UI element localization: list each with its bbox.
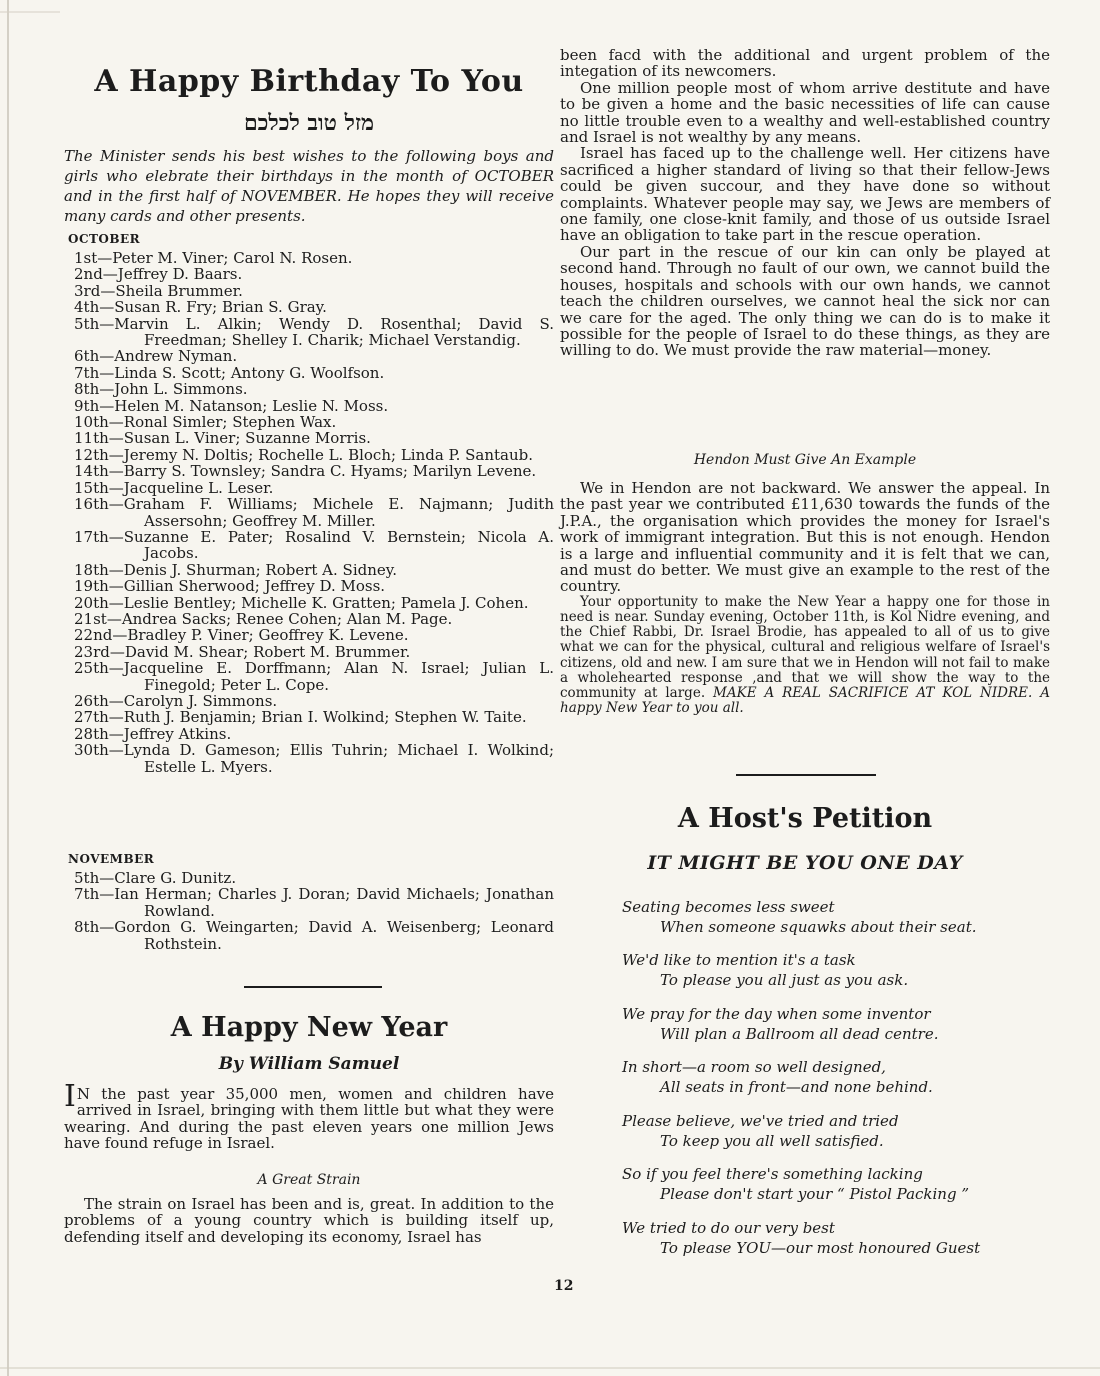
subhead-hendon: Hendon Must Give An Example xyxy=(693,452,917,468)
birthday-entry: 27th—Ruth J. Benjamin; Brian I. Wolkind; Stephen W. Taite. xyxy=(74,708,527,727)
new-year-byline: By William Samuel xyxy=(218,1054,400,1074)
october-heading: OCTOBER xyxy=(68,232,141,246)
poem-line: Will plan a Ballroom all dead centre. xyxy=(660,1025,939,1043)
poem-line: To please YOU—our most honoured Guest xyxy=(660,1239,981,1257)
article-continued xyxy=(560,47,1050,359)
birthday-entry: 7th—Linda S. Scott; Antony G. Woolfson. xyxy=(74,363,385,382)
birthday-entry: 19th—Gillian Sherwood; Jeffrey D. Moss. xyxy=(74,577,386,596)
poem-line: We pray for the day when some inventor xyxy=(622,1005,931,1023)
new-year-paragraph-1-text: N the past year 35,000 men, women and children have arrived in Israel, bringing with them little but what they were wearing. And during the past eleven years one million Jews have found refuge in Israel. xyxy=(64,1085,554,1153)
birthday-entry: 9th—Helen M. Natanson; Leslie N. Moss. xyxy=(74,396,389,415)
new-year-paragraph-3: been facd with the additional and urgent problem of the integation of its newcomers. xyxy=(560,46,1050,81)
birthday-entry: 4th—Susan R. Fry; Brian S. Gray. xyxy=(74,298,327,317)
hebrew-greeting: מזל טוב לכלכם xyxy=(243,110,375,136)
new-year-paragraph-7: We in Hendon are not backward. We answer the appeal. In the past year we contributed £11,630 towards the funds of the J.P.A., the organisation which provides the money for Israel's work of immigrant integration. But this is not enough. Hendon is a large and influential community and it is felt that we can, and must do better. We must give an example to the rest of the country. xyxy=(560,479,1050,596)
birthday-entry: 20th—Leslie Bentley; Michelle K. Gratten; Pamela J. Cohen. xyxy=(74,593,529,612)
poem-stanza xyxy=(622,1164,1042,1204)
left-column xyxy=(64,0,554,1376)
birthday-entry: 8th—John L. Simmons. xyxy=(74,380,248,399)
birthday-entry: 28th—Jeffrey Atkins. xyxy=(74,724,232,743)
birthday-entry: 21st—Andrea Sacks; Renee Cohen; Alan M. Page. xyxy=(74,609,453,628)
new-year-paragraph-4: One million people most of whom arrive destitute and have to be given a home and the basic necessities of life can cause no little trouble even to a wealthy and well-established country and Israel is not wealthy by any means. xyxy=(560,78,1050,147)
poem-line: To keep you all well satisfied. xyxy=(660,1132,884,1150)
new-year-paragraph-2: The strain on Israel has been and is, great. In addition to the problems of a young country which is building itself up, defending itself and developing its economy, Israel has xyxy=(64,1195,554,1246)
november-heading: NOVEMBER xyxy=(68,852,155,866)
petition-subtitle: IT MIGHT BE YOU ONE DAY xyxy=(647,852,963,874)
poem-stanza xyxy=(622,1111,1042,1151)
birthday-entry: 2nd—Jeffrey D. Baars. xyxy=(74,265,243,284)
subhead-great-strain: A Great Strain xyxy=(257,1172,361,1188)
birthday-intro: The Minister sends his best wishes to the following boys and girls who elebrate their birthdays in the month of OCTOBER and in the first half of NOVEMBER. He hopes they will receive many cards and other presents. xyxy=(64,147,554,225)
poem-line: Please believe, we've tried and tried xyxy=(622,1112,899,1130)
birthday-entry: 14th—Barry S. Townsley; Sandra C. Hyams; Marilyn Levene. xyxy=(74,462,537,481)
poem-stanza xyxy=(622,1218,1042,1258)
birthday-entry: 6th—Andrew Nyman. xyxy=(74,347,238,366)
poem-line: So if you feel there's something lacking xyxy=(622,1165,923,1183)
new-year-paragraph-8 xyxy=(560,595,1050,717)
birthday-entry: 5th—Marvin L. Alkin; Wendy D. Rosenthal; David S. Freedman; Shelley I. Charik; Michael Verstandig. xyxy=(74,314,554,350)
birthday-entry: 25th—Jacqueline E. Dorffmann; Alan N. Israel; Julian L. Finegold; Peter L. Cope. xyxy=(74,659,554,694)
poem-line: We'd like to mention it's a task xyxy=(622,951,856,969)
birthday-entry: 22nd—Bradley P. Viner; Geoffrey K. Levene. xyxy=(74,626,409,645)
poem-stanza xyxy=(622,897,1042,937)
birthday-entry: 26th—Carolyn J. Simmons. xyxy=(74,691,278,710)
birthday-entry: 18th—Denis J. Shurman; Robert A. Sidney. xyxy=(74,560,398,579)
poem-line: In short—a room so well designed, xyxy=(622,1058,886,1076)
poem-stanza xyxy=(622,950,1042,990)
new-year-paragraph-1 xyxy=(64,1079,554,1153)
birthday-entry: 17th—Suzanne E. Pater; Rosalind V. Bernstein; Nicola A. Jacobs. xyxy=(74,527,554,563)
poem-line: When someone squawks about their seat. xyxy=(660,918,977,936)
right-column xyxy=(560,0,1050,1376)
section-divider xyxy=(244,986,382,988)
new-year-paragraph-6: Our part in the rescue of our kin can only be played at second hand. Through no fault of our own, we cannot build the houses, hospitals and schools with our own hands, we cannot teach the children ourselves, we cannot heal the sick nor can we care for the aged. The only thing we can do is to make it possible for the people of Israel to do these things, as they are willing to do. We must provide the raw material—money. xyxy=(560,242,1050,360)
birthday-entry: 8th—Gordon G. Weingarten; David A. Weisenberg; Leonard Rothstein. xyxy=(74,918,554,953)
birthday-entry: 5th—Clare G. Dunitz. xyxy=(74,869,237,887)
drop-cap: I xyxy=(64,1079,76,1114)
poem-line: Please don't start your “ Pistol Packing ” xyxy=(660,1185,970,1203)
new-year-paragraph-5: Israel has faced up to the challenge well. Her citizens have sacrificed a higher standard of living so that their fellow-Jews could be given succour, and they have done so without complaints. Whatever people may say, we Jews are members of one family, one close-knit family, and those of us outside Israel have an obligation to take part in the rescue operation. xyxy=(560,144,1050,245)
section-divider-right xyxy=(736,774,876,776)
birthday-entry: 15th—Jacqueline L. Leser. xyxy=(74,478,274,497)
petition-title: A Host's Petition xyxy=(677,803,933,834)
birthday-entry: 10th—Ronal Simler; Stephen Wax. xyxy=(74,413,337,432)
poem-line: All seats in front—and none behind. xyxy=(660,1078,933,1096)
poem-stanza xyxy=(622,1057,1042,1097)
article-closing xyxy=(560,480,1050,716)
birthday-entry: 16th—Graham F. Williams; Michele E. Najmann; Judith Assersohn; Geoffrey M. Miller. xyxy=(74,495,554,530)
new-year-closing-appeal: MAKE A REAL SACRIFICE AT KOL NIDRE. A happy New Year to you all. xyxy=(560,685,1050,717)
new-year-paragraph-8-text: Your opportunity to make the New Year a happy one for those in need is near. Sunday evening, October 11th, is Kol Nidre evening, and the Chief Rabbi, Dr. Israel Brodie, has appealed to all of us to give what we can for the physical, cultural and religious welfare of Israel's citizens, old and new. I am sure that we in Hendon will not fail to make a wholehearted response ,and that we will show the way to the community at large. xyxy=(560,593,1050,702)
poem-line: To please you all just as you ask. xyxy=(660,971,909,989)
november-birthday-list xyxy=(74,870,554,952)
poem-stanza xyxy=(622,1004,1042,1044)
new-year-title: A Happy New Year xyxy=(170,1012,448,1043)
birthday-title: A Happy Birthday To You xyxy=(94,64,524,99)
birthday-entry: 30th—Lynda D. Gameson; Ellis Tuhrin; Michael I. Wolkind; Estelle L. Myers. xyxy=(74,741,554,776)
birthday-entry: 11th—Susan L. Viner; Suzanne Morris. xyxy=(74,429,371,448)
birthday-entry: 12th—Jeremy N. Doltis; Rochelle L. Bloch; Linda P. Santaub. xyxy=(74,445,534,464)
october-birthday-list xyxy=(74,250,554,775)
poem-line: Seating becomes less sweet xyxy=(622,898,835,916)
birthday-entry: 1st—Peter M. Viner; Carol N. Rosen. xyxy=(74,249,353,267)
birthday-entry: 23rd—David M. Shear; Robert M. Brummer. xyxy=(74,642,411,661)
birthday-entry: 7th—Ian Herman; Charles J. Doran; David Michaels; Jonathan Rowland. xyxy=(74,885,554,920)
poem-line: We tried to do our very best xyxy=(622,1219,835,1237)
birthday-entry: 3rd—Sheila Brummer. xyxy=(74,281,243,300)
page-number: 12 xyxy=(554,1278,574,1294)
